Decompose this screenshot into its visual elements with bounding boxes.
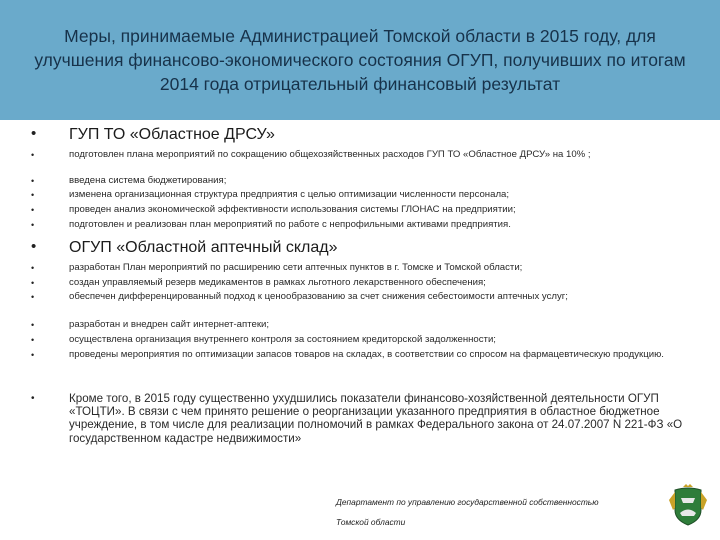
paragraph-text: Кроме того, в 2015 году существенно ухудшились показатели финансово-хозяйственной деятельности ОГУП «ТОЦТИ». В связи с чем принято решение о реорганизации указанного предприятия в областное бюджетное учреждение, в том числе для реализации полномочий в рамках Федерального закона от 24.07.2007 N 221-ФЗ «О государственном кадастре недвижимости» — [69, 392, 683, 445]
bullet: • — [31, 350, 35, 360]
bullet: • — [31, 278, 35, 288]
list-item-text: создан управляемый резерв медикаментов в рамках льготного лекарственного обеспечения; — [69, 277, 486, 288]
page-title: Меры, принимаемые Администрацией Томской области в 2015 году, для улучшения финансово-экономического состояния ОГУП, получивших по итогам 2014 года отрицательный финансовый результат — [34, 26, 686, 94]
bullet: • — [31, 150, 35, 160]
footer-line-1: Департамент по управлению государственной собственностью — [336, 497, 599, 507]
list-item-text: разработан и внедрен сайт интернет-аптеки; — [69, 319, 270, 330]
list-item-text: подготовлен плана мероприятий по сокращению общехозяйственных расходов ГУП ТО «Областное ДРСУ» на 10% ; — [69, 149, 591, 160]
bullet: • — [31, 238, 37, 255]
bullet: • — [31, 125, 37, 142]
list-item-text: обеспечен дифференцированный подход к ценообразованию за счет снижения себестоимости аптечных услуг; — [69, 291, 568, 302]
section-title: ОГУП «Областной аптечный склад» — [69, 239, 338, 256]
list-item-text: проведен анализ экономической эффективности использования системы ГЛОНАС на предприятии; — [69, 204, 516, 215]
list-item-text: проведены мероприятия по оптимизации запасов товаров на складах, в соответствии со спросом на фармацевтическую продукцию. — [69, 349, 664, 360]
bullet: • — [31, 320, 35, 330]
footer — [336, 492, 599, 532]
coat-of-arms-icon — [664, 484, 712, 528]
list-item-text: введена система бюджетирования; — [69, 175, 227, 186]
section-title: ГУП ТО «Областное ДРСУ» — [69, 126, 275, 143]
footer-line-2: Томской области — [336, 517, 406, 527]
bullet: • — [31, 176, 35, 186]
list-item-text: разработан План мероприятий по расширению сети аптечных пунктов в г. Томске и Томской области; — [69, 262, 523, 273]
list-item-text: изменена организационная структура предприятия с целью оптимизации численности персонала; — [69, 189, 510, 200]
bullet: • — [31, 335, 35, 345]
bullet: • — [31, 292, 35, 302]
bullet: • — [31, 220, 35, 230]
bullet: • — [31, 393, 35, 404]
bullet: • — [31, 205, 35, 215]
list-item-text: осуществлена организация внутреннего контроля за состоянием кредиторской задолженности; — [69, 334, 496, 345]
bullet: • — [31, 263, 35, 273]
list-item-text: подготовлен и реализован план мероприятий по работе с непрофильными активами предприятия. — [69, 219, 511, 230]
bullet: • — [31, 190, 35, 200]
